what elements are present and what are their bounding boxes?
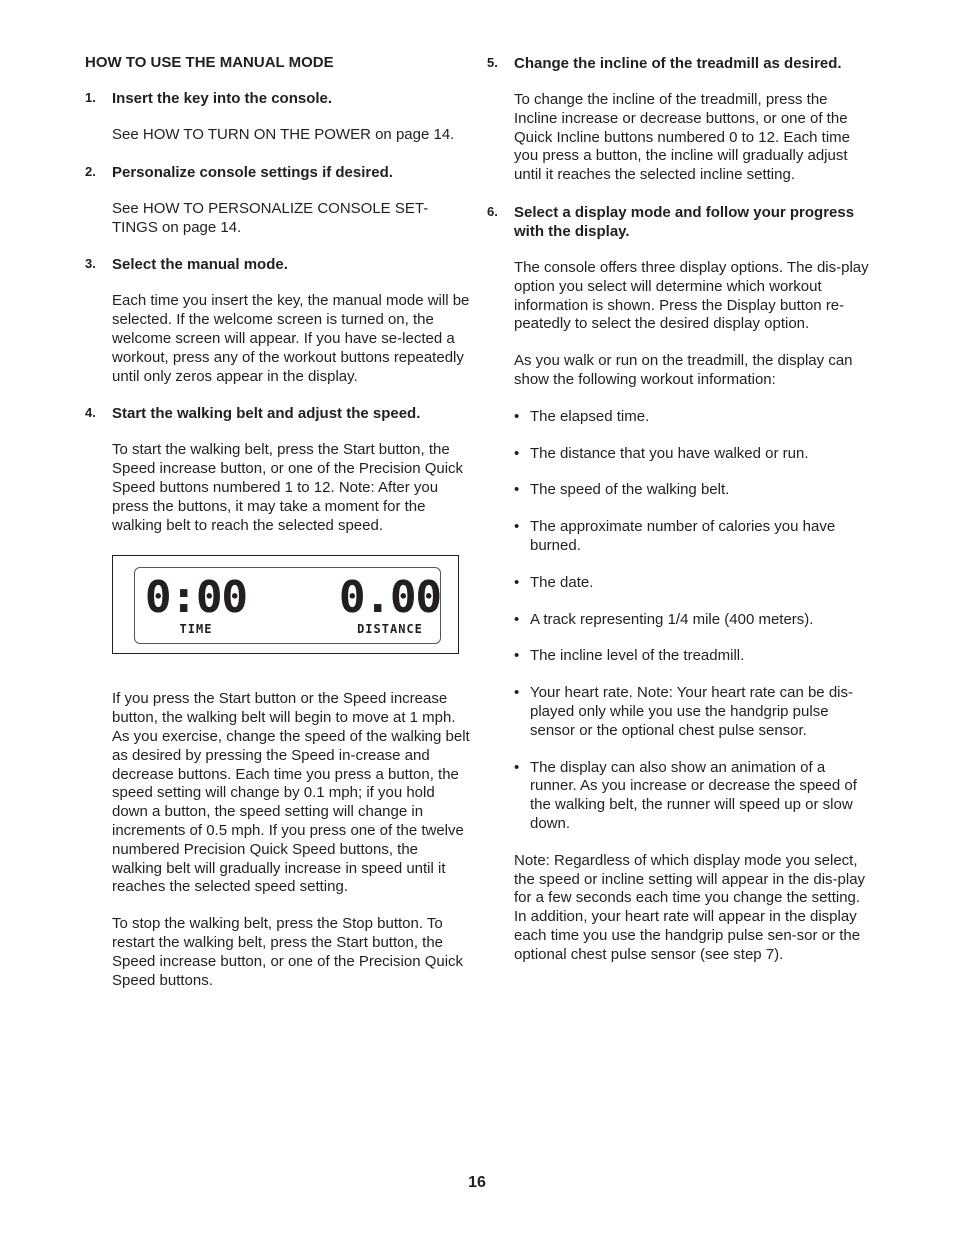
step-paragraph: Each time you insert the key, the manual mode will be selected. If the welcome screen is turned on, the welcome screen will appear. If you have se-lected a workout, press any of the workout buttons repeatedly until only zeros appear in the display.	[112, 292, 470, 385]
step-5	[487, 54, 872, 185]
step-heading: Select the manual mode.	[112, 256, 288, 274]
step-3	[85, 255, 470, 386]
list-item: • Your heart rate. Note: Your heart rate can be dis-played only while you use the handgrip pulse sensor or the optional chest pulse sensor.	[514, 684, 853, 739]
step-heading: Start the walking belt and adjust the speed.	[112, 405, 421, 423]
step-1	[85, 89, 470, 145]
page-number: 16	[468, 1174, 486, 1191]
step-heading: Select a display mode and follow your progress with the display.	[514, 203, 855, 240]
step-heading: Insert the key into the console.	[112, 90, 333, 107]
step-heading: Change the incline of the treadmill as desired.	[514, 55, 842, 72]
list-item: • A track representing 1/4 mile (400 meters).	[514, 610, 814, 628]
step-paragraph: The console offers three display options. The dis-play option you select will determine which workout information is shown. Press the Display button re-peatedly to select the desired display option.	[514, 258, 869, 333]
console-display-illustration	[112, 555, 459, 654]
step-6	[487, 203, 872, 965]
paragraph: To stop the walking belt, press the Stop button. To restart the walking belt, press the Start button, the Speed increase button, or one of the Precision Quick Speed buttons.	[112, 915, 464, 989]
step-number: 5.	[487, 55, 498, 70]
step-number: 2.	[85, 163, 96, 179]
left-column	[85, 54, 470, 990]
list-item: • The elapsed time.	[514, 407, 650, 425]
note-paragraph: Note: Regardless of which display mode you select, the speed or incline setting will appear in the dis-play for a few seconds each time you change the setting. In addition, your heart rate will appear in the display each time you use the handgrip pulse sen-sor or the optional chest pulse sensor (see step 7).	[514, 851, 866, 963]
distance-readout	[339, 572, 441, 637]
step-4	[85, 404, 470, 535]
list-item: • The speed of the walking belt.	[514, 481, 730, 499]
lcd-screen	[134, 567, 441, 644]
step-number: 6.	[487, 203, 498, 219]
time-value: 0:00	[145, 572, 247, 624]
distance-label: DISTANCE	[357, 622, 423, 637]
list-item: • The incline level of the treadmill.	[514, 647, 745, 665]
list-item: • The date.	[514, 573, 594, 591]
paragraph: If you press the Start button or the Speed increase button, the walking belt will begin to move at 1 mph. As you exercise, change the speed of the walking belt as desired by pressing the Speed in-crease and decrease buttons. Each time you press a button, the speed setting will change by 0.1 mph; if you hold down a button, the speed setting will change in increments of 0.5 mph. If you press one of the twelve numbered Precision Quick Speed buttons, the walking belt will gradually increase in speed until it reaches the selected speed setting.	[112, 690, 470, 896]
step-number: 4.	[85, 405, 96, 421]
list-item: • The approximate number of calories you have burned.	[514, 518, 836, 554]
distance-value: 0.00	[339, 572, 441, 624]
step-paragraph: As you walk or run on the treadmill, the display can show the following workout information:	[514, 352, 853, 388]
list-item: • The distance that you have walked or run.	[514, 444, 809, 462]
time-readout	[145, 572, 247, 637]
time-label: TIME	[179, 622, 213, 637]
step-paragraph: To start the walking belt, press the Start button, the Speed increase button, or one of the Precision Quick Speed buttons numbered 1 to 12. Note: After you press the buttons, it may take a moment for the walking belt to reach the selected speed.	[112, 441, 464, 534]
step-number: 1.	[85, 90, 96, 105]
step-number: 3.	[85, 256, 96, 272]
step-paragraph: See HOW TO TURN ON THE POWER on page 14.	[112, 126, 455, 143]
step-paragraph: See HOW TO PERSONALIZE CONSOLE SET-TINGS on page 14.	[112, 199, 429, 236]
step-2	[85, 163, 470, 238]
step-paragraph: To change the incline of the treadmill, press the Incline increase or decrease buttons, or one of the Quick Incline buttons numbered 0 to 12. Each time you press a button, the incline will gradually adjust until it reaches the selected incline setting.	[514, 91, 851, 184]
step-heading: Personalize console settings if desired.	[112, 163, 393, 181]
section-title: HOW TO USE THE MANUAL MODE	[85, 54, 334, 71]
right-column	[487, 54, 872, 965]
list-item: • The display can also show an animation of a runner. As you increase or decrease the speed of the walking belt, the runner will speed up or slow down.	[514, 758, 857, 832]
